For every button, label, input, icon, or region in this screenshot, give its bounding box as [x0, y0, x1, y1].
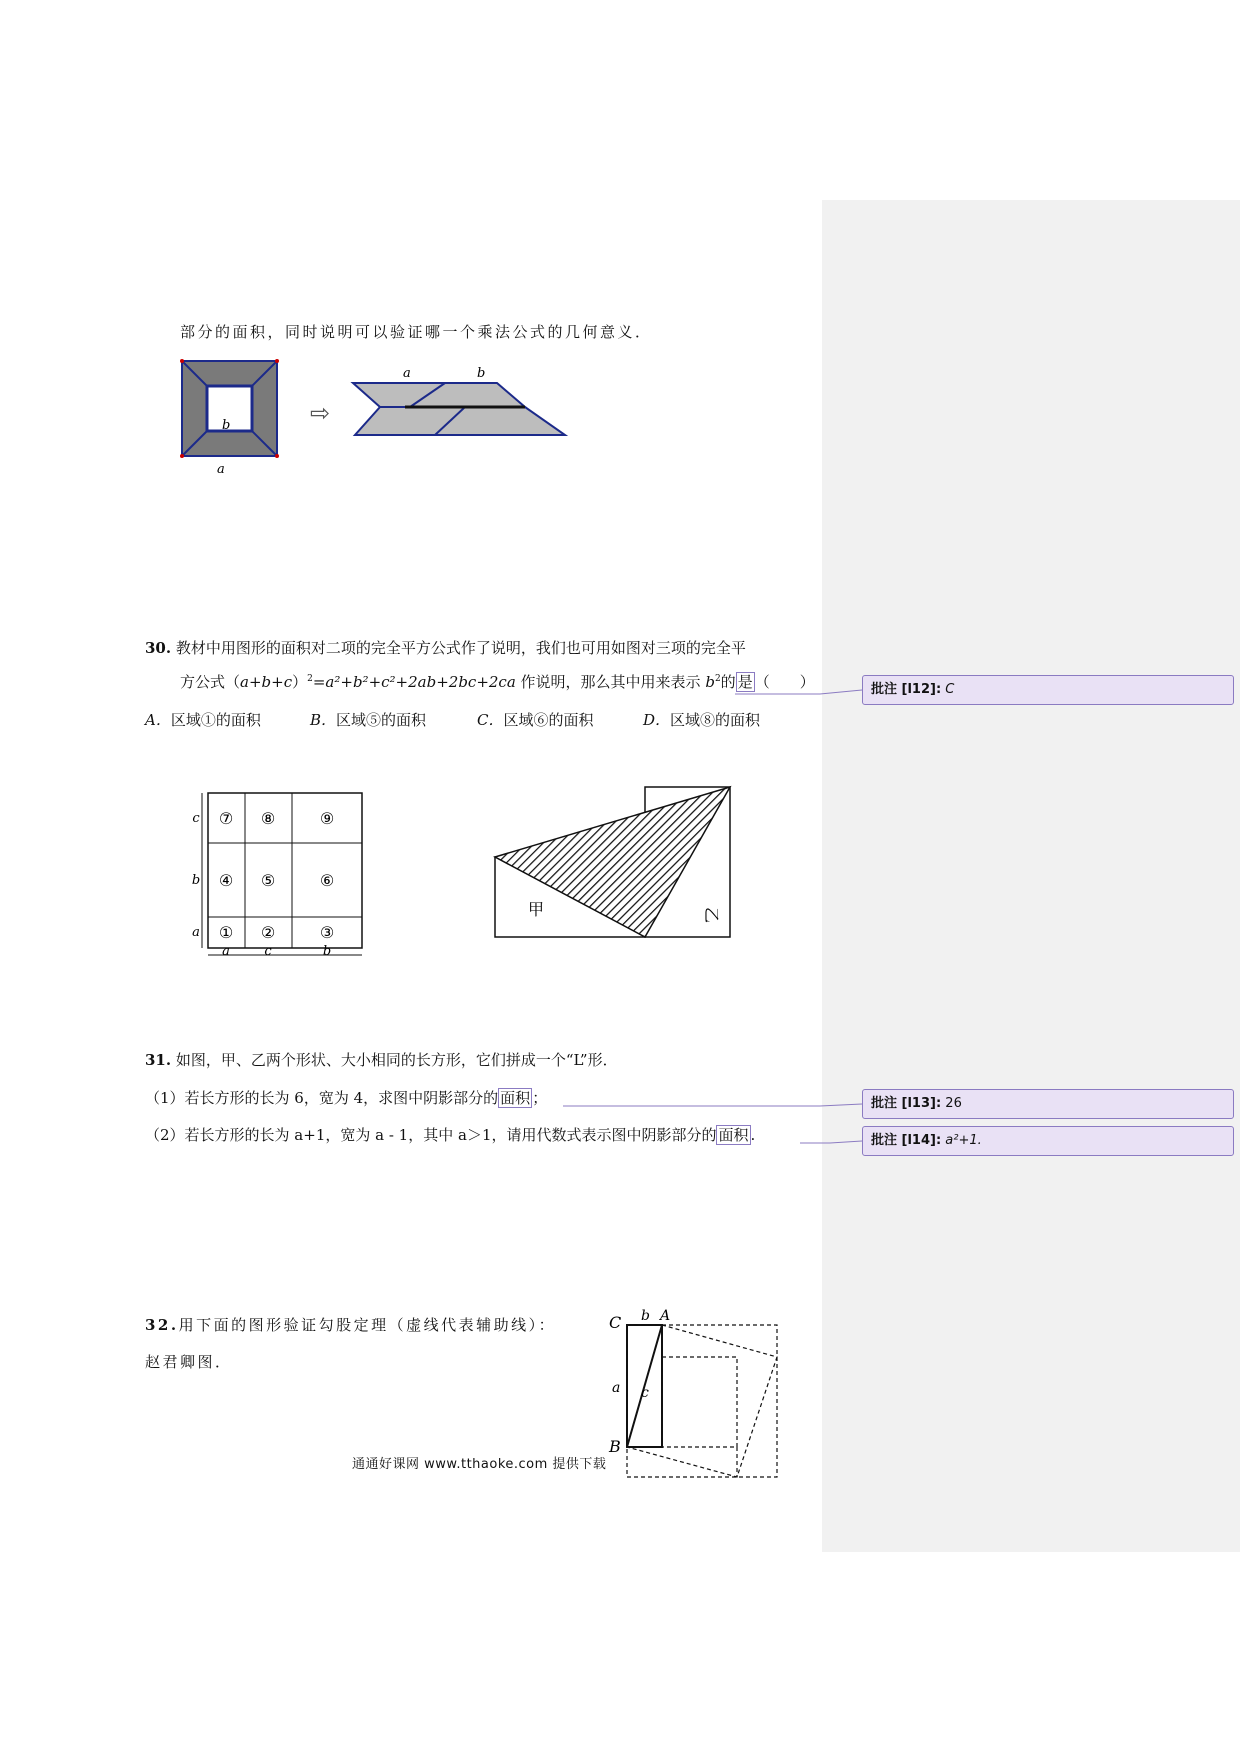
comment-pane [822, 200, 1240, 1552]
option-d: D．区域⑧的面积 [643, 711, 761, 729]
q30-l2-b: b [705, 673, 715, 691]
q31-2-comment-anchor[interactable]: 面积 [718, 1126, 749, 1144]
point-b: B [609, 1437, 621, 1456]
comment-l12[interactable] [862, 675, 1234, 705]
label-a-left: a [217, 462, 225, 477]
comment-label: 批注 [l12]: [871, 682, 942, 697]
comment-l13[interactable] [862, 1089, 1234, 1119]
fig-zhao-junqing [605, 1305, 785, 1480]
q32-number: 32. [145, 1316, 179, 1334]
option-b: B．区域⑤的面积 [310, 711, 427, 729]
q30-l2-tail: 的 [720, 673, 736, 691]
comment-text: C [945, 682, 955, 697]
q30-l2-suffix: 作说明，那么其中用来表示 [515, 673, 706, 691]
cell-9: ⑨ [319, 809, 335, 828]
bottom-label-c: c [264, 944, 272, 959]
comment-text: 26 [945, 1096, 962, 1111]
cell-1: ① [218, 923, 234, 942]
fig-square-to-parallelogram [175, 355, 575, 480]
continuation-text: 部分的面积，同时说明可以验证哪一个乘法公式的几何意义． [180, 323, 653, 341]
q31-1-comment-anchor[interactable]: 面积 [500, 1089, 531, 1107]
q31-number: 31. [145, 1051, 172, 1069]
label-b-right: b [477, 366, 486, 381]
fig-three-term-square [190, 785, 380, 970]
fig-l-shape [490, 785, 750, 955]
q30-number: 30. [145, 639, 172, 657]
label-b-left: b [222, 418, 231, 433]
q30-line1 [145, 638, 746, 658]
cell-2: ② [260, 923, 276, 942]
comment-l14[interactable] [862, 1126, 1234, 1156]
q30-comment-anchor[interactable]: 是 [737, 673, 753, 691]
comment-text: a²+1. [945, 1133, 982, 1148]
bottom-label-a: a [222, 944, 230, 959]
q31-line3: （2）若长方形的长为 a+1，宽为 a - 1，其中 a＞1，请用代数式表示图中阴影部分的 面积 . [145, 1126, 756, 1144]
side-b: b [641, 1308, 650, 1324]
point-a: A [660, 1308, 671, 1324]
label-jia: 甲 [528, 900, 545, 919]
cell-4: ④ [218, 871, 234, 890]
bottom-label-b: b [322, 944, 332, 959]
side-a: a [612, 1380, 621, 1396]
q31-text-line1: 如图，甲、乙两个形状、大小相同的长方形，它们拼成一个“L”形． [175, 1051, 618, 1069]
option-a: A．区域①的面积 [145, 711, 261, 729]
q30-line2: 方公式$(a+b+c)^2=a^2+b^2+c^2+2ab+2bc+2ca$ 作说明，那么其中用来表示 $b^2$的 是 （ ） [180, 673, 815, 691]
cell-3: ③ [319, 923, 335, 942]
label-yi: 乙 [702, 907, 721, 924]
comment-label: 批注 [l13]: [871, 1096, 942, 1111]
cell-8: ⑧ [260, 809, 276, 828]
left-label-b: b [191, 873, 201, 888]
left-label-a: a [192, 925, 200, 940]
q30-l2-formula: a+b+c [240, 673, 293, 691]
q30-l2-prefix: 方公式（ [180, 673, 241, 691]
point-c: C [609, 1313, 622, 1332]
cell-5: ⑤ [260, 871, 276, 890]
left-label-c: c [192, 811, 200, 826]
q31-line1 [145, 1050, 618, 1070]
q30-text-line1: 教材中用图形的面积对二项的完全平方公式作了说明，我们也可用如图对三项的完全平 [175, 639, 746, 657]
cell-7: ⑦ [218, 809, 234, 828]
q32-line2: 赵君卿图． [145, 1353, 233, 1371]
q31-line2: （1）若长方形的长为 6，宽为 4，求图中阴影部分的 面积 ； [145, 1089, 548, 1107]
footer-watermark: 通通好课网 www.tthaoke.com 提供下载 [352, 1457, 607, 1472]
q30-l2-eq: =a²+b²+c²+2ab+2bc+2ca [312, 673, 516, 691]
q30-answer-paren: （ ） [754, 673, 815, 691]
arrow-icon: ⇨ [310, 399, 331, 427]
q32-text-line1: 用下面的图形验证勾股定理（虚线代表辅助线）： [178, 1316, 557, 1334]
q30-l2-mid: ） [292, 673, 308, 691]
option-c: C．区域⑥的面积 [477, 711, 594, 729]
label-a-right: a [403, 366, 411, 381]
comment-label: 批注 [l14]: [871, 1133, 942, 1148]
q32-line1 [145, 1315, 556, 1335]
side-c: c [641, 1385, 649, 1401]
cell-6: ⑥ [319, 871, 335, 890]
